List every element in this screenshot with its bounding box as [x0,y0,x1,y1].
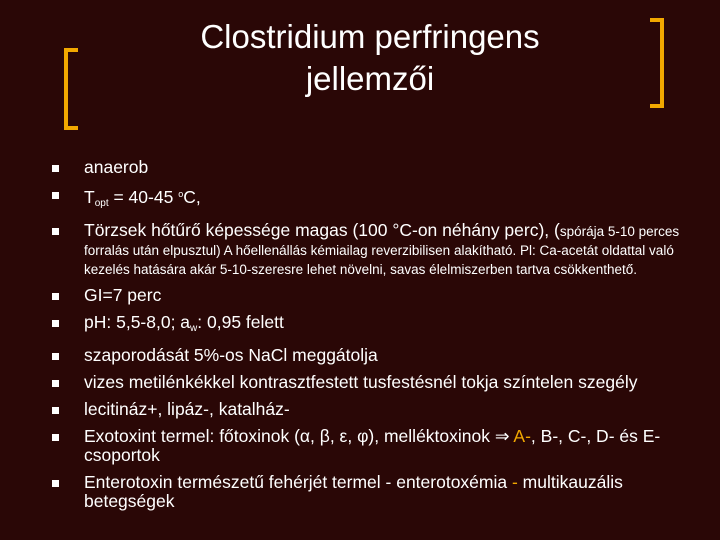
square-bullet-icon [52,407,59,414]
bullet-list [48,158,703,511]
square-bullet-icon [52,192,59,199]
slide-title [110,16,630,100]
bullet-item-gi: GI=7 perc [48,286,703,305]
bullet-item-ph: pH: 5,5-8,0; $a_w$: 0,95 felett [48,313,703,338]
square-bullet-icon [52,380,59,387]
bullet-item-staining: vizes metilénkékkel kontrasztfestett tusfestésnél tokja színtelen szegély [48,373,703,392]
bullet-item-enterotoxin: Enterotoxin természetű fehérjét termel - enterotoxémia - multikauzális betegségek [48,473,703,511]
decorative-bracket-left [64,48,78,130]
bullet-item-heat-resistance: Törzsek hőtűrő képessége magas (100 °C-on néhány perc), (spórája 5-10 perces forralás után elpusztul) A hőellenállás kémiailag reverzibilisen alakítható. Pl: Ca-acetát oldattal való kezelés hatására akár 5-10-szeresre lehet növelni, savas élelmiszerben tartva csökkenthető. [48,221,703,278]
square-bullet-icon [52,293,59,300]
bullet-item-topt: $T_{opt} = 40-45$ $^o$C, [48,185,703,213]
square-bullet-icon [52,228,59,235]
bullet-item-nacl: szaporodását 5%-os NaCl meggátolja [48,346,703,365]
bullet-item-enzymes: lecitináz+, lipáz-, katalház- [48,400,703,419]
bullet-item-exotoxin: Exotoxint termel: főtoxinok (α, β, ε, φ), melléktoxinok ⇒ A-, B-, C-, D- és E-csoportok [48,427,703,465]
title-line-1: Clostridium perfringens [200,18,540,55]
square-bullet-icon [52,434,59,441]
square-bullet-icon [52,353,59,360]
bullet-item-anaerob: anaerob [48,158,703,177]
decorative-bracket-right [650,18,664,108]
title-line-2: jellemzői [305,60,435,97]
square-bullet-icon [52,320,59,327]
square-bullet-icon [52,165,59,172]
square-bullet-icon [52,480,59,487]
